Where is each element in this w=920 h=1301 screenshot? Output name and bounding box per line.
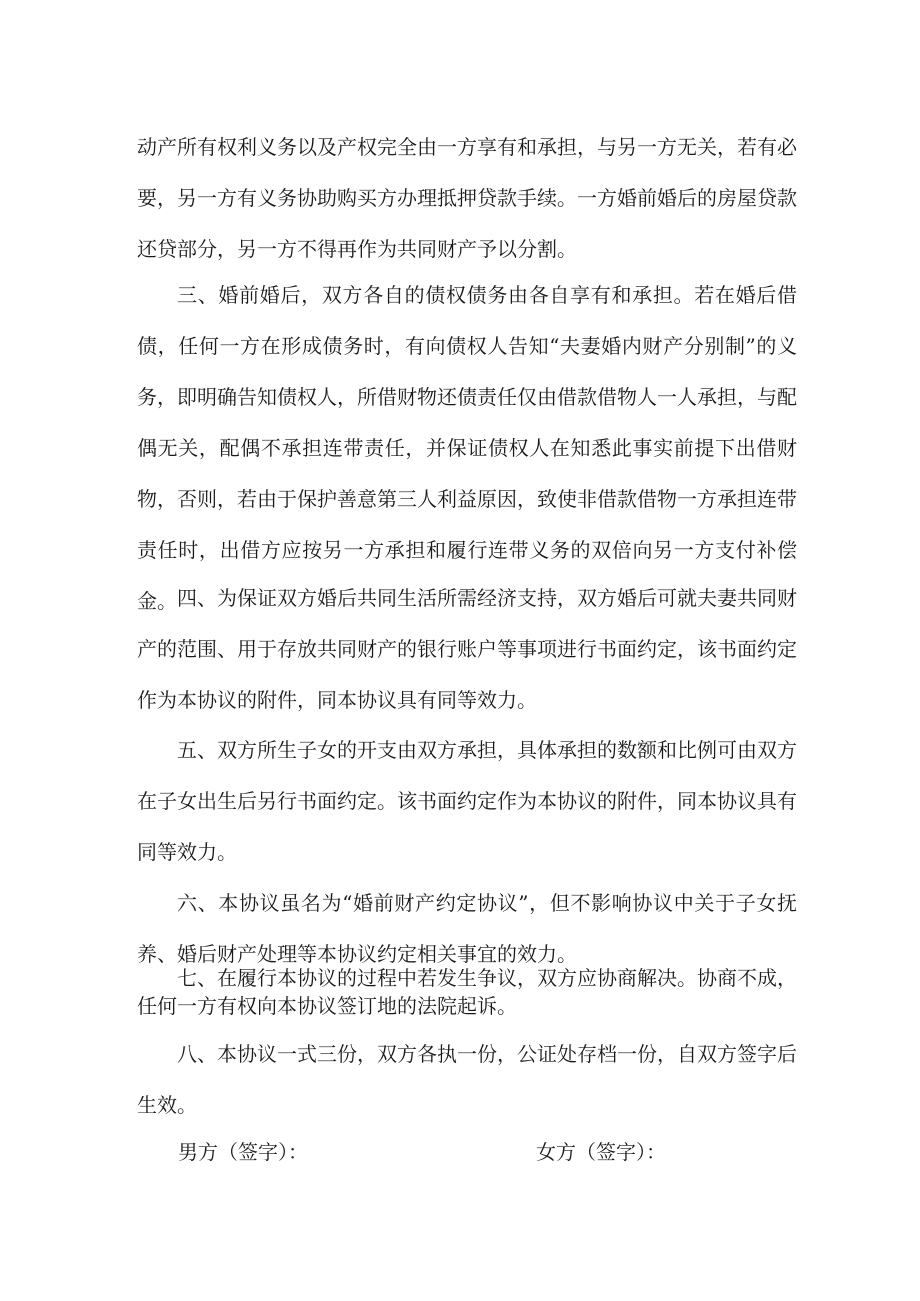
paragraph-property-clause-continued: 动产所有权利义务以及产权完全由一方享有和承担，与另一方无关，若有必要，另一方有义务协助购买方办理抵押贷款手续。一方婚前婚后的房屋贷款还贷部分，另一方不得再作为共同财产予以分割。 [137, 135, 797, 261]
paragraph-clause-5-children-expenses: 五、双方所生子女的开支由双方承担，具体承担的数额和比例可由双方在子女出生后另行书面约定。该书面约定作为本协议的附件，同本协议具有同等效力。 [137, 738, 797, 864]
paragraph-clause-7-disputes: 七、在履行本协议的过程中若发生争议，双方应协商解决。协商不成，任何一方有权向本协议签订地的法院起诉。 [137, 966, 797, 1018]
paragraph-clause-8-copies: 八、本协议一式三份，双方各执一份，公证处存档一份，自双方签字后生效。 [137, 1042, 797, 1117]
paragraph-clause-3-debts: 三、婚前婚后，双方各自的债权债务由各自享有和承担。若在婚后借债，任何一方在形成债务时，有向债权人告知“夫妻婚内财产分别制”的义务，即明确告知债权人，所借财物还债责任仅由借款借物人一人承担，与配偶无关，配偶不承担连带责任，并保证债权人在知悉此事实前提下出借财物，否则，若由于保护善意第三人利益原因，致使非借款借物一方承担连带责任时，出借方应按另一方承担和履行连带义务的双倍向另一方支付补偿金。 [137, 283, 797, 613]
male-signature-label: 男方（签字）： [178, 1140, 308, 1164]
paragraph-clause-4-joint-property: 四、为保证双方婚后共同生活所需经济支持，双方婚后可就夫妻共同财产的范围、用于存放共同财产的银行账户等事项进行书面约定，该书面约定作为本协议的附件，同本协议具有同等效力。 [137, 586, 797, 712]
paragraph-clause-6-scope: 六、本协议虽名为“婚前财产约定协议”，但不影响协议中关于子女抚养、婚后财产处理等本协议约定相关事宜的效力。 [137, 891, 797, 966]
female-signature-label: 女方（签字）： [536, 1140, 666, 1164]
